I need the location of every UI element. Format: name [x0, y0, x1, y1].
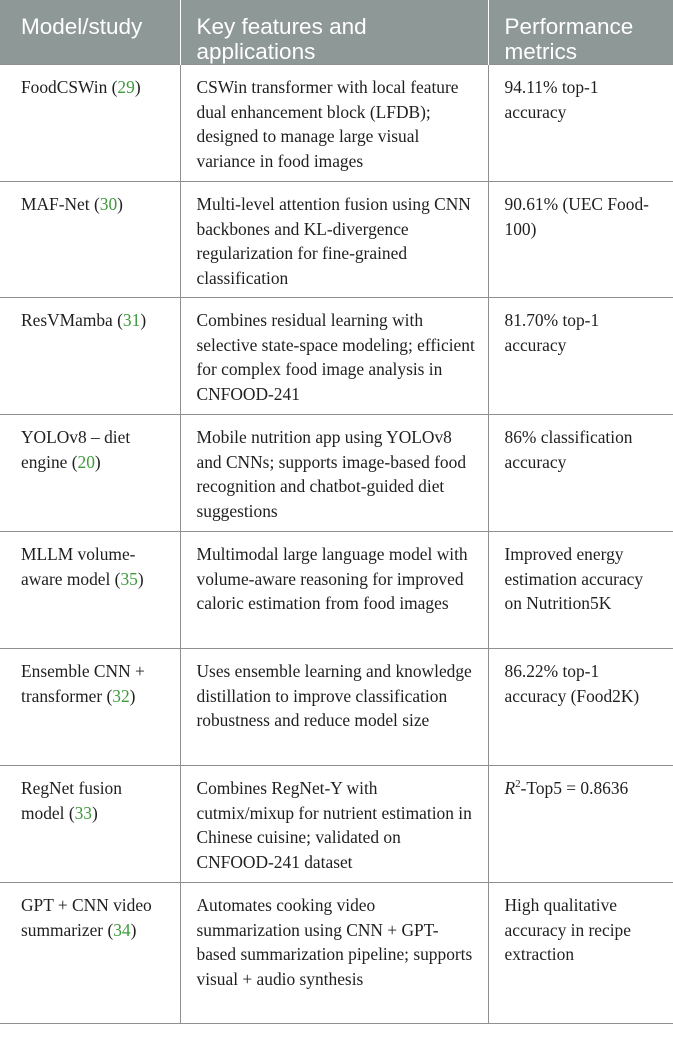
- reference-link[interactable]: 29: [117, 77, 135, 97]
- reference-link[interactable]: 32: [112, 685, 130, 706]
- model-cell: MLLM volume-aware model (35): [0, 532, 180, 649]
- metrics-cell: 81.70% top-1 accuracy: [488, 298, 673, 415]
- table-row: [0, 532, 673, 649]
- features-cell: Mobile nutrition app using YOLOv8 and CNNs; supports image-based food recognition and chatbot-guided diet suggestions: [180, 415, 488, 532]
- reference-link[interactable]: 31: [122, 310, 141, 330]
- header-model-study: Model/study: [0, 0, 180, 65]
- table-row: [0, 766, 673, 883]
- table-row: [0, 182, 673, 298]
- reference-link[interactable]: 34: [113, 919, 131, 940]
- reference-link[interactable]: 35: [120, 568, 138, 589]
- model-cell: RegNet fusion model (33): [0, 766, 180, 883]
- header-key-features: Key features and applications: [180, 0, 488, 65]
- model-cell: FoodCSWin (29): [0, 65, 180, 182]
- features-cell: Uses ensemble learning and knowledge distillation to improve classification robustness and reduce model size: [180, 649, 488, 766]
- features-cell: Automates cooking video summarization using CNN + GPT-based summarization pipeline; supports visual + audio synthesis: [180, 883, 488, 1024]
- table-row: [0, 65, 673, 182]
- features-cell: Multi-level attention fusion using CNN backbones and KL-divergence regularization for fine-grained classification: [180, 182, 488, 298]
- metrics-cell: 90.61% (UEC Food-100): [488, 182, 673, 298]
- metrics-cell: 94.11% top-1 accuracy: [488, 65, 673, 182]
- metrics-cell: 86.22% top-1 accuracy (Food2K): [488, 649, 673, 766]
- r-symbol: R: [504, 778, 516, 798]
- features-cell: Combines RegNet-Y with cutmix/mixup for nutrient estimation in Chinese cuisine; validated on CNFOOD-241 dataset: [180, 766, 488, 883]
- features-cell: Multimodal large language model with volume-aware reasoning for improved caloric estimation from food images: [180, 532, 488, 649]
- features-cell: Combines residual learning with selective state-space modeling; efficient for complex food image analysis in CNFOOD-241: [180, 298, 488, 415]
- reference-link[interactable]: 33: [74, 802, 92, 823]
- header-performance-metrics: Performance metrics: [488, 0, 673, 65]
- table-header-row: [0, 0, 673, 65]
- metrics-cell: High qualitative accuracy in recipe extraction: [488, 883, 673, 1024]
- model-cell: MAF-Net (30): [0, 182, 180, 298]
- metrics-cell: 86% classification accuracy: [488, 415, 673, 532]
- table-row: [0, 883, 673, 1024]
- table-row: [0, 298, 673, 415]
- model-cell: GPT + CNN video summarizer (34): [0, 883, 180, 1024]
- model-cell: Ensemble CNN + transformer (32): [0, 649, 180, 766]
- superscript: 2: [515, 778, 521, 791]
- table-row: [0, 649, 673, 766]
- reference-link[interactable]: 30: [99, 194, 118, 214]
- model-cell: YOLOv8 – diet engine (20): [0, 415, 180, 532]
- metrics-cell: Improved energy estimation accuracy on Nutrition5K: [488, 532, 673, 649]
- table-row: [0, 415, 673, 532]
- model-cell: ResVMamba (31): [0, 298, 180, 415]
- reference-link[interactable]: 20: [77, 451, 95, 472]
- features-cell: CSWin transformer with local feature dual enhancement block (LFDB); designed to manage large visual variance in food images: [180, 65, 488, 182]
- metrics-cell: $R^2-Top5 = 0.8636$: [488, 766, 673, 883]
